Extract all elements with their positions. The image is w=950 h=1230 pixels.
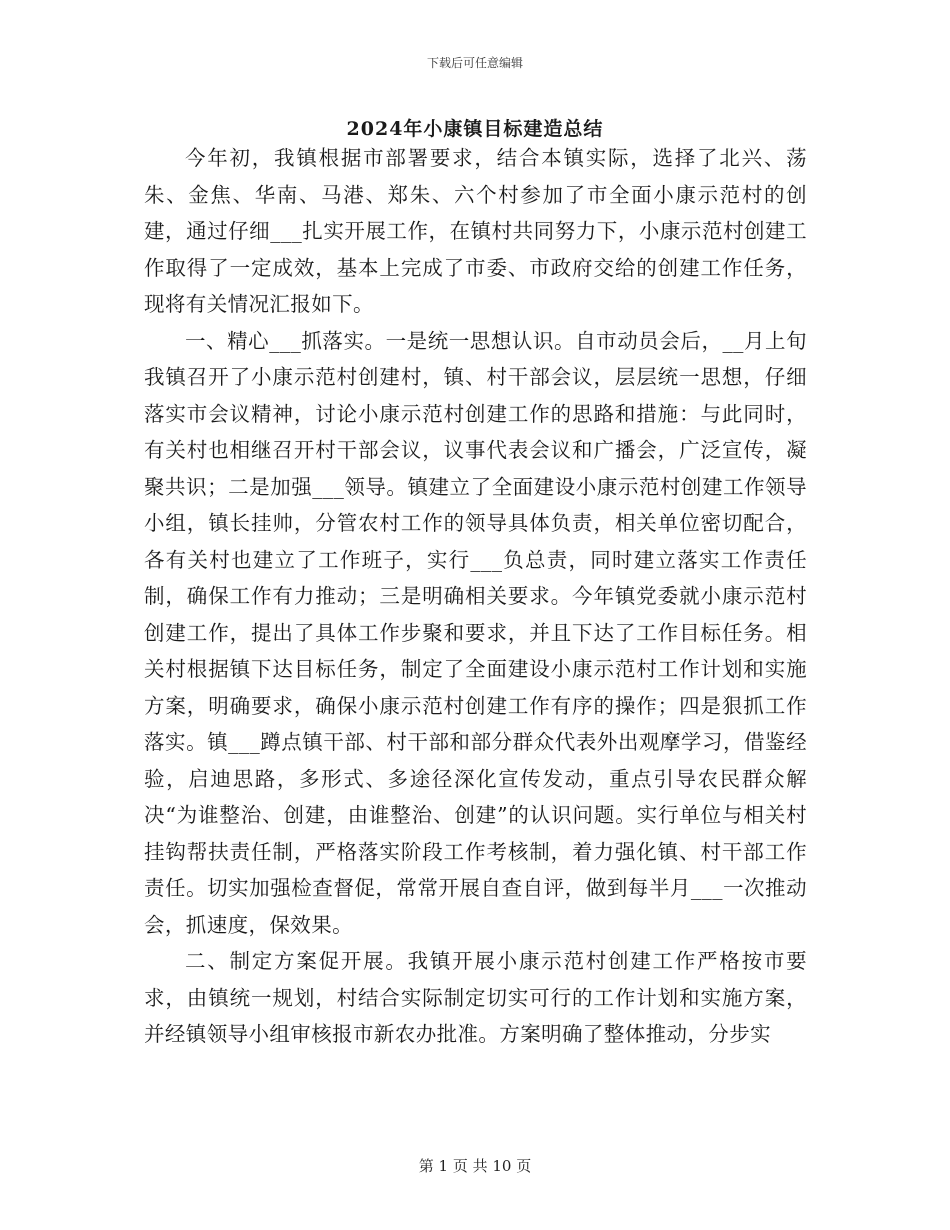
paragraph-section-1: 一、精心___抓落实。一是统一思想认识。自市动员会后，__月上旬我镇召开了小康示范村创建村，镇、村干部会议，层层统一思想，仔细落实市会议精神，讨论小康示范村创建工作的思路和措施：与此同时，有关村也相继召开村干部会议，议事代表会议和广播会，广泛宣传，凝聚共识；二是加强___领导。镇建立了全面建设小康示范村创建工作领导小组，镇长挂帅，分管农村工作的领导具体负责，相关单位密切配合，各有关村也建立了工作班子，实行___负总责，同时建立落实工作责任制，确保工作有力推动；三是明确相关要求。今年镇党委就小康示范村创建工作，提出了具体工作步聚和要求，并且下达了工作目标任务。相关村根据镇下达目标任务，制定了全面建设小康示范村工作计划和实施方案，明确要求，确保小康示范村创建工作有序的操作；四是狠抓工作落实。镇___蹲点镇干部、村干部和部分群众代表外出观摩学习，借鉴经验，启迪思路，多形式、多途径深化宣传发动，重点引导农民群众解决“为谁整治、创建，由谁整治、创建”的认识问题。实行单位与相关村挂钩帮扶责任制，严格落实阶段工作考核制，着力强化镇、村干部工作责任。切实加强检查督促，常常开展自查自评，做到每半月___一次推动会，抓速度，保效果。 (144, 328, 807, 937)
header-note: 下载后可任意编辑 (426, 56, 523, 70)
paragraph-intro: 今年初，我镇根据市部署要求，结合本镇实际，选择了北兴、荡朱、金焦、华南、马港、郑朱、六个村参加了市全面小康示范村的创建，通过仔细___扎实开展工作，在镇村共同努力下，小康示范村创建工作取得了一定成效，基本上完成了市委、市政府交给的创建工作任务，现将有关情况汇报如下。 (144, 146, 807, 316)
document-title: 2024年小康镇目标建造总结 (346, 118, 604, 140)
document-body (144, 140, 807, 1053)
page-footer: 第 1 页 共 10 页 (418, 1157, 532, 1175)
paragraph-section-2: 二、制定方案促开展。我镇开展小康示范村创建工作严格按市要求，由镇统一规划，村结合实际制定切实可行的工作计划和实施方案，并经镇领导小组审核报市新农办批准。方案明确了整体推动，分步实 (144, 949, 807, 1046)
